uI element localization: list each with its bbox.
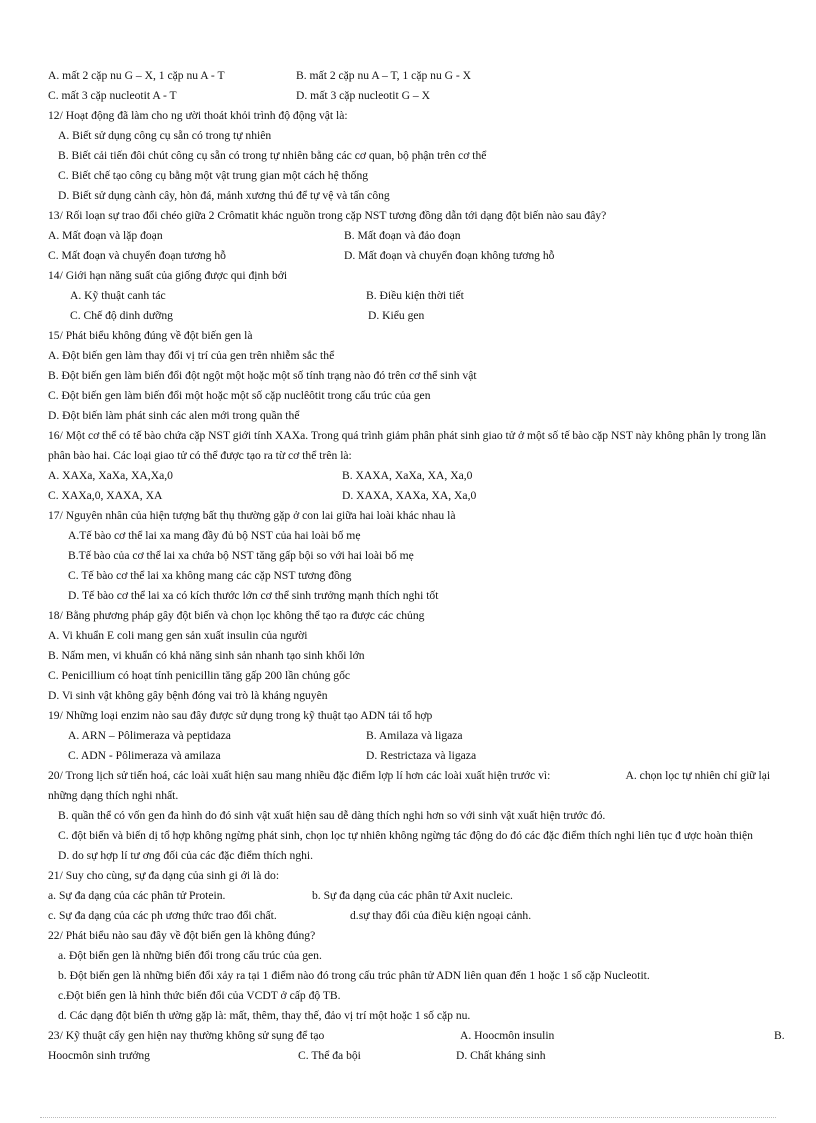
- q11-option-c: C. mất 3 cặp nucleotit A - T: [48, 89, 177, 102]
- q15-stem: 15/ Phát biểu không đúng về đột biến gen là: [48, 329, 253, 342]
- q18-option-c: C. Penicillium có hoạt tính penicillin tăng gấp 200 lần chủng gốc: [48, 669, 351, 682]
- q20-stem-block: [48, 766, 788, 806]
- q12-option-a: A. Biết sử dụng công cụ sẵn có trong tự nhiên: [58, 129, 272, 142]
- q12-option-c: C. Biết chế tạo công cụ bằng một vật trung gian một cách hệ thống: [58, 169, 369, 182]
- q23-option-b-prefix: B.: [774, 1029, 785, 1042]
- q19-option-c: C. ADN - Pôlimeraza và amilaza: [68, 749, 221, 762]
- q15-option-c: C. Đột biến gen làm biến đổi một hoặc một số cặp nuclêôtit trong cấu trúc của gen: [48, 389, 431, 402]
- q19-option-a: A. ARN – Pôlimeraza và peptidaza: [68, 729, 231, 742]
- q14-option-a: A. Kỹ thuật canh tác: [70, 289, 166, 302]
- q18-option-d: D. Vi sinh vật không gây bệnh đóng vai trò là kháng nguyên: [48, 689, 328, 702]
- q21-stem: 21/ Suy cho cùng, sự đa dạng của sinh gi ới là do:: [48, 869, 280, 882]
- q17-stem: 17/ Nguyên nhân của hiện tượng bất thụ thường gặp ở con lai giữa hai loài khác nhau là: [48, 509, 456, 522]
- q20-option-c: C. đột biến và biến dị tổ hợp không ngừng phát sinh, chọn lọc tự nhiên không ngừng tác động do đó các đặc điểm thích nghi liên tục đ ược hoàn thiện: [58, 829, 753, 842]
- q16-option-c: C. XAXa,0, XAXA, XA: [48, 489, 163, 502]
- q15-option-b: B. Đột biến gen làm biến đổi đột ngột một hoặc một số tính trạng nào đó trên cơ thể sinh vật: [48, 369, 477, 382]
- q16-row-2: [48, 486, 788, 506]
- q14-option-d: D. Kiểu gen: [368, 309, 425, 322]
- q21-option-a: a. Sự đa dạng của các phân tử Protein.: [48, 889, 226, 902]
- q19-stem: 19/ Những loại enzim nào sau đây được sử dụng trong kỹ thuật tạo ADN tái tổ hợp: [48, 709, 433, 722]
- q18-stem: 18/ Bằng phương pháp gây đột biến và chọn lọc không thể tạo ra được các chủng: [48, 609, 425, 622]
- q21-row-1: [48, 886, 788, 906]
- q23-row-2: [48, 1046, 788, 1066]
- q15-option-a: A. Đột biến gen làm thay đổi vị trí của gen trên nhiễm sắc thể: [48, 349, 335, 362]
- q14-row-1: [48, 286, 788, 306]
- q19-row-2: [48, 746, 788, 766]
- q13-option-b: B. Mất đoạn và đảo đoạn: [344, 229, 461, 242]
- q16-option-d: D. XAXA, XAXa, XA, Xa,0: [342, 489, 477, 502]
- q14-stem: 14/ Giới hạn năng suất của giống được qui định bởi: [48, 269, 288, 282]
- q15-option-d: D. Đột biến làm phát sinh các alen mới trong quần thể: [48, 409, 300, 422]
- q11-option-b: B. mất 2 cặp nu A – T, 1 cặp nu G - X: [296, 69, 472, 82]
- q19-option-d: D. Restrictaza và ligaza: [366, 749, 477, 762]
- q14-row-2: [48, 306, 788, 326]
- q21-option-c: c. Sự đa dạng của các ph ương thức trao đổi chất.: [48, 909, 277, 922]
- q22-option-a: a. Đột biến gen là những biến đổi trong cấu trúc của gen.: [58, 949, 322, 962]
- q22-option-b: b. Đột biến gen là những biến đổi xảy ra tại 1 điểm nào đó trong cấu trúc phân tử ADN liên quan đến 1 hoặc 1 số cặp Nucleotit.: [58, 969, 650, 982]
- exam-page: [48, 66, 788, 1066]
- q16-option-b: B. XAXA, XaXa, XA, Xa,0: [342, 469, 473, 482]
- q22-stem: 22/ Phát biểu nào sau đây về đột biến gen là không đúng?: [48, 929, 316, 942]
- q17-option-d: D. Tế bào cơ thể lai xa có kích thước lớn cơ thể sinh trưởng mạnh thích nghi tốt: [68, 589, 439, 602]
- q19-option-b: B. Amilaza và ligaza: [366, 729, 463, 742]
- q12-stem: 12/ Hoạt động đã làm cho ng ười thoát khỏi trình độ động vật là:: [48, 109, 348, 122]
- q16-option-a: A. XAXa, XaXa, XA,Xa,0: [48, 469, 173, 482]
- q13-stem: 13/ Rối loạn sự trao đổi chéo giữa 2 Crômatit khác nguồn trong cặp NST tương đồng dẫn tới dạng đột biến nào sau đây?: [48, 209, 607, 222]
- q23-option-d: D. Chất kháng sinh: [456, 1049, 546, 1062]
- q11-row-1: [48, 66, 788, 86]
- q13-row-1: [48, 226, 788, 246]
- q17-option-b: B.Tế bào của cơ thể lai xa chứa bộ NST tăng gấp bội so với hai loài bố mẹ: [68, 549, 414, 562]
- q14-option-c: C. Chế độ dinh dưỡng: [70, 309, 173, 322]
- q19-row-1: [48, 726, 788, 746]
- q22-option-c: c.Đột biến gen là hình thức biến đổi của VCDT ở cấp độ TB.: [58, 989, 341, 1002]
- q12-option-d: D. Biết sử dụng cành cây, hòn đá, mảnh xương thú để tự vệ và tấn công: [58, 189, 390, 202]
- q11-option-d: D. mất 3 cặp nucleotit G – X: [296, 89, 430, 102]
- q23-row-1: [48, 1026, 788, 1046]
- q20-option-a: A. chọn lọc tự nhiên chỉ giữ lại những dạng thích nghi nhất.: [48, 769, 771, 802]
- q13-option-a: A. Mất đoạn và lặp đoạn: [48, 229, 163, 242]
- q20-option-b: B. quần thể có vốn gen đa hình do đó sinh vật xuất hiện sau dễ dàng thích nghi hơn so với sinh vật xuất hiện trước đó.: [58, 809, 606, 822]
- q21-option-b: b. Sự đa dạng của các phân tử Axit nucleic.: [312, 889, 513, 902]
- q23-option-b: Hoocmôn sinh trưởng: [48, 1049, 150, 1062]
- q16-stem: 16/ Một cơ thể có tế bào chứa cặp NST giới tính XAXa. Trong quá trình giảm phân phát sinh giao tử ở một số tế bào cặp NST này không phân ly trong lần phân bào hai. Các loại giao tử có thể được tạo ra từ cơ thể trên là:: [48, 429, 767, 462]
- q17-option-a: A.Tế bào cơ thể lai xa mang đầy đủ bộ NST của hai loài bố mẹ: [68, 529, 361, 542]
- q20-stem: 20/ Trong lịch sử tiến hoá, các loài xuất hiện sau mang nhiều đặc điểm lợp lí hơn các loài xuất hiện trước vì:: [48, 769, 551, 782]
- page-bottom-rule: [40, 1117, 776, 1118]
- q12-option-b: B. Biết cải tiến đôi chút công cụ sẵn có trong tự nhiên bằng các cơ quan, bộ phận trên cơ thể: [58, 149, 487, 162]
- q18-option-a: A. Vi khuẩn E coli mang gen sản xuất insulin của người: [48, 629, 308, 642]
- q11-row-2: [48, 86, 788, 106]
- q13-row-2: [48, 246, 788, 266]
- q17-option-c: C. Tế bào cơ thể lai xa không mang các cặp NST tương đồng: [68, 569, 352, 582]
- q11-option-a: A. mất 2 cặp nu G – X, 1 cặp nu A - T: [48, 69, 225, 82]
- q14-option-b: B. Điều kiện thời tiết: [366, 289, 464, 302]
- q22-option-d: d. Các dạng đột biến th ường gặp là: mất, thêm, thay thế, đảo vị trí một hoặc 1 số cặp nu.: [58, 1009, 471, 1022]
- q23-option-c: C. Thể đa bội: [298, 1049, 361, 1062]
- q13-option-d: D. Mất đoạn và chuyển đoạn không tương hỗ: [344, 249, 555, 262]
- q16-row-1: [48, 466, 788, 486]
- q21-row-2: [48, 906, 788, 926]
- q21-option-d: d.sự thay đổi của điều kiện ngoại cảnh.: [350, 909, 532, 922]
- q23-option-a: A. Hoocmôn insulin: [460, 1029, 555, 1042]
- q23-stem: 23/ Kỹ thuật cấy gen hiện nay thường không sử sụng để tạo: [48, 1029, 325, 1042]
- q18-option-b: B. Nấm men, vi khuẩn có khả năng sinh sản nhanh tạo sinh khối lớn: [48, 649, 365, 662]
- q20-option-d: D. do sự hợp lí tư ơng đối của các đặc điểm thích nghi.: [58, 849, 314, 862]
- q13-option-c: C. Mất đoạn và chuyển đoạn tương hỗ: [48, 249, 226, 262]
